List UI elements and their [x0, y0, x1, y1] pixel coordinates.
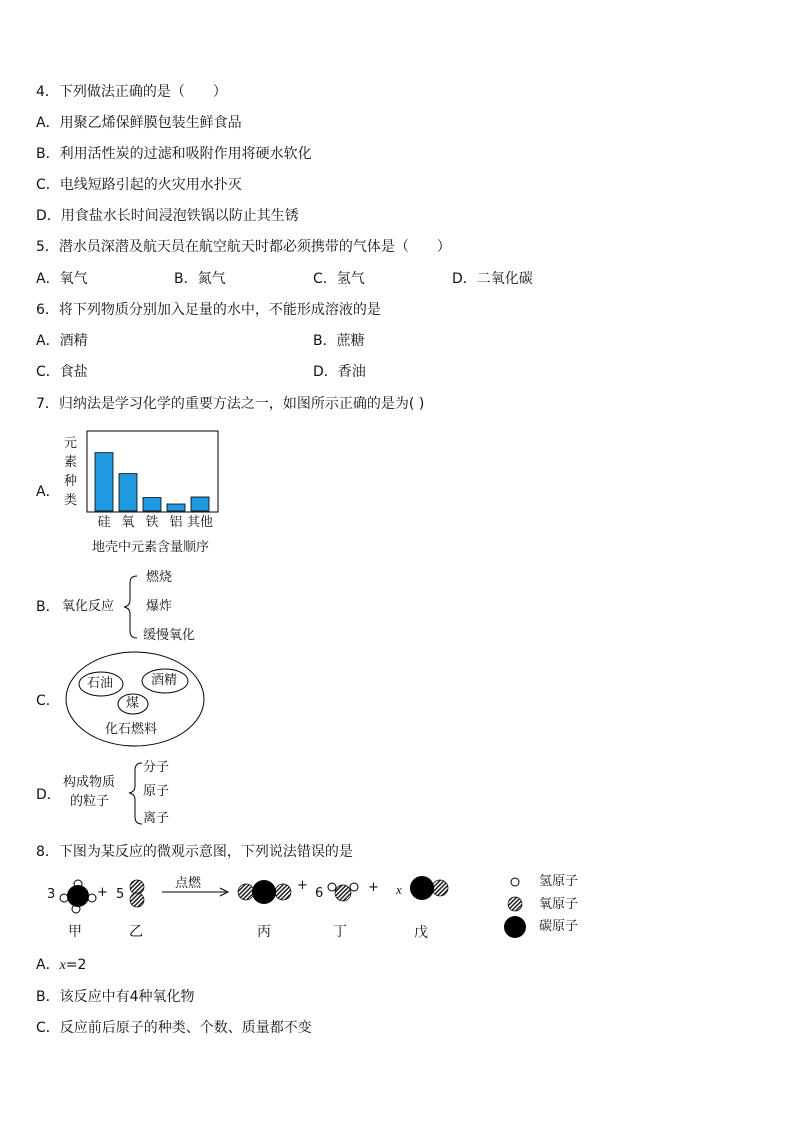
legend-oxygen-swatch	[508, 897, 522, 911]
q5-option-a: A．氧气	[36, 271, 88, 287]
brace-d-item: 离子	[143, 811, 170, 826]
chart-ylabel-char: 类	[64, 493, 78, 508]
q4-option-d: D．用食盐水长时间浸泡铁锅以防止其生锈	[36, 208, 299, 224]
x-tick-label: 其他	[187, 515, 214, 530]
coef-wu: x	[396, 882, 402, 897]
brace-b-item: 爆炸	[146, 599, 173, 614]
q6-stem: 6．将下列物质分别加入足量的水中，不能形成溶液的是	[36, 302, 381, 318]
x-tick-label: 铁	[145, 515, 159, 530]
chart-ylabel-char: 素	[64, 455, 78, 470]
brace-root-oxidation: 氧化反应	[62, 599, 115, 614]
fuel-item: 煤	[126, 696, 140, 711]
q5-stem: 5．潜水员深潜及航天员在航空航天时都必须携带的气体是（ ）	[36, 239, 451, 255]
fuel-item: 石油	[87, 676, 114, 691]
q6-option-a: A．酒精	[36, 333, 88, 349]
q5-option-d: D．二氧化碳	[452, 271, 533, 287]
legend-carbon: 碳原子	[539, 919, 579, 934]
q8-stem: 8．下图为某反应的微观示意图，下列说法错误的是	[36, 844, 353, 860]
chart-ylabel-char: 种	[64, 474, 78, 489]
legend-hydrogen-swatch	[511, 878, 519, 886]
molecule-name: 甲	[68, 924, 82, 940]
x-tick-label: 铝	[169, 515, 183, 530]
molecule-name: 丁	[333, 924, 347, 940]
arrow-label: 点燃	[175, 876, 202, 891]
q8-option-c: C．反应前后原子的种类、个数、质量都不变	[36, 1020, 312, 1036]
brace-root-particles: 构成物质	[63, 775, 116, 790]
plus-sign: +	[368, 880, 379, 895]
coef-ding: 6	[315, 886, 324, 901]
q7-label-b: B．	[36, 599, 60, 615]
brace-b-item: 燃烧	[146, 570, 173, 585]
plus-sign: +	[97, 885, 108, 900]
brace-root-particles: 的粒子	[70, 794, 110, 809]
x-tick-label: 硅	[97, 515, 111, 530]
q4-option-a: A．用聚乙烯保鲜膜包装生鲜食品	[36, 115, 242, 131]
x-tick-label: 氧	[121, 515, 135, 530]
brace-d-item: 分子	[143, 760, 170, 775]
q8-option-b: B．该反应中有4种氧化物	[36, 989, 195, 1005]
coef-jia: 3	[47, 887, 56, 902]
q7-label-c: C．	[36, 693, 60, 709]
molecule-jia	[60, 880, 96, 913]
q7-stem: 7．归纳法是学习化学的重要方法之一，如图所示正确的是为( )	[36, 396, 425, 412]
q8-option-a-prefix: A．	[36, 957, 60, 973]
q8-option-a-var: x	[59, 958, 66, 973]
molecule-bing	[238, 880, 291, 904]
molecule-name: 戊	[414, 925, 428, 941]
atom-legend	[504, 878, 526, 938]
legend-oxygen: 氧原子	[539, 897, 579, 912]
q4-option-c: C．电线短路引起的火灾用水扑灭	[36, 177, 242, 193]
q5-option-b: B．氮气	[174, 271, 226, 287]
coef-yi: 5	[116, 887, 125, 902]
q7-label-d: D．	[36, 787, 61, 803]
molecule-name: 乙	[129, 924, 143, 940]
q6-option-d: D．香油	[313, 364, 366, 380]
brace-d-item: 原子	[143, 784, 170, 799]
legend-carbon-swatch	[504, 916, 526, 938]
chart-caption: 地壳中元素含量顺序	[92, 540, 210, 555]
molecule-wu	[410, 876, 448, 900]
q6-option-b: B．蔗糖	[313, 333, 365, 349]
q4-option-b: B．利用活性炭的过滤和吸附作用将硬水软化	[36, 146, 312, 162]
q8-option-a-rest: =2	[65, 957, 87, 973]
molecule-name: 丙	[257, 924, 271, 940]
plus-sign: +	[297, 878, 308, 893]
molecule-yi	[130, 880, 144, 907]
fossil-fuel-caption: 化石燃料	[105, 722, 158, 737]
fuel-item: 酒精	[151, 673, 178, 688]
q5-option-c: C．氢气	[313, 271, 365, 287]
q6-option-c: C．食盐	[36, 364, 88, 380]
chart-ylabel-char: 元	[64, 436, 78, 451]
q4-stem: 4．下列做法正确的是（ ）	[36, 84, 227, 100]
molecule-ding	[328, 883, 358, 901]
q8-option-a	[36, 956, 86, 975]
brace-b-item: 缓慢氧化	[143, 628, 196, 643]
legend-hydrogen: 氢原子	[539, 874, 579, 889]
q7-label-a: A．	[36, 484, 60, 500]
